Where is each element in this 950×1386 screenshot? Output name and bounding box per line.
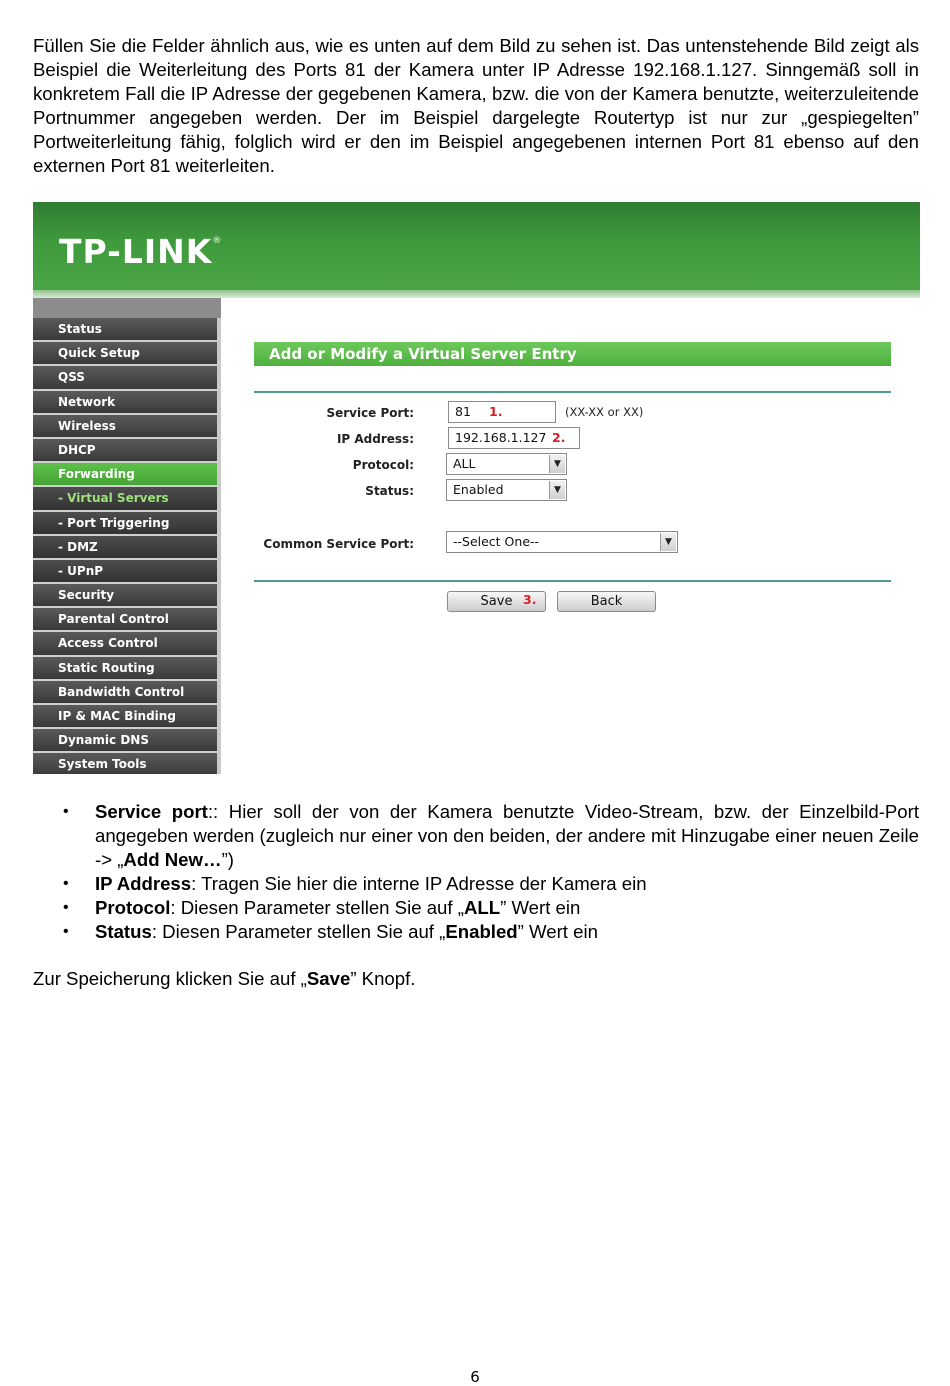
- chevron-down-icon: ▼: [549, 481, 565, 499]
- panel-title: Add or Modify a Virtual Server Entry: [254, 342, 891, 366]
- status-label: Status:: [365, 484, 414, 498]
- sidebar-item[interactable]: Forwarding: [33, 463, 217, 487]
- divider-top: [254, 391, 891, 393]
- service-port-hint: (XX-XX or XX): [565, 405, 644, 419]
- field-explanations: [95, 800, 919, 944]
- sidebar-item[interactable]: - UPnP: [33, 560, 217, 584]
- bullet-term: Protocol: [95, 897, 171, 918]
- logo-mark: ®: [212, 236, 223, 246]
- bullet-text: :: Hier soll der von der Kamera benutzte Video-Stream, bzw. der Einzelbild-Port angegeben werden (zugleich nur einer von den beiden, der andere mit Hinzugabe einer neuen Zeile -> „: [95, 801, 919, 870]
- protocol-value: ALL: [453, 456, 476, 471]
- bullet-text: : Diesen Parameter stellen Sie auf „: [151, 921, 446, 942]
- router-screenshot: [33, 202, 920, 774]
- bullet-text: : Diesen Parameter stellen Sie auf „: [170, 897, 464, 918]
- list-item: [95, 920, 919, 944]
- logo-text: TP-LINK: [59, 232, 213, 271]
- closing-bold: Save: [306, 968, 351, 989]
- bullet-bold: Enabled: [445, 921, 518, 942]
- bullet-text-end: ” Wert ein: [500, 897, 581, 918]
- list-item: [95, 896, 919, 920]
- back-button-label: Back: [590, 594, 623, 609]
- ip-address-value: 192.168.1.127: [455, 430, 547, 445]
- bullet-bold: ALL: [463, 897, 501, 918]
- chevron-down-icon: ▼: [549, 455, 565, 473]
- marker-3: 3.: [523, 592, 537, 607]
- bullet-text-end: ”): [221, 849, 234, 870]
- sidebar-item[interactable]: Network: [33, 391, 217, 415]
- marker-1: 1.: [489, 404, 503, 419]
- bullet-bold: Add New…: [123, 849, 222, 870]
- sidebar-item[interactable]: - Port Triggering: [33, 512, 217, 536]
- protocol-select[interactable]: [446, 453, 567, 475]
- list-item: [95, 800, 919, 872]
- sidebar-item[interactable]: System Tools: [33, 753, 217, 774]
- router-sidebar: [33, 298, 221, 774]
- status-value: Enabled: [453, 482, 504, 497]
- sidebar-item[interactable]: Static Routing: [33, 657, 217, 681]
- header-shade: [33, 290, 920, 298]
- router-header: [33, 202, 920, 290]
- bullet-term: IP Address: [95, 873, 192, 894]
- sidebar-item[interactable]: Wireless: [33, 415, 217, 439]
- intro-paragraph: Füllen Sie die Felder ähnlich aus, wie es unten auf dem Bild zu sehen ist. Das untenstehende Bild zeigt als Beispiel die Weiterleitung des Ports 81 der Kamera unter IP Adresse 192.168.1.127. Sinngemäß soll in konkretem Fall die IP Adresse der gegebenen Kamera, bzw. die von der Kamera benutzte, weiterzuleitende Portnummer angegeben werden. Der im Beispiel dargelegte Routertyp ist nur zur „gespiegelten” Portweiterleitung fähig, folglich wird er den im Beispiel angegebenen internen Port 81 ebenso auf den externen Port 81 weiterleiten.: [33, 35, 919, 176]
- sidebar-item[interactable]: - DMZ: [33, 536, 217, 560]
- closing-sentence: [33, 967, 415, 991]
- sidebar-item[interactable]: Status: [33, 318, 217, 342]
- sidebar-item[interactable]: IP & MAC Binding: [33, 705, 217, 729]
- sidebar-item[interactable]: Quick Setup: [33, 342, 217, 366]
- sidebar-item[interactable]: Access Control: [33, 632, 217, 656]
- common-service-port-select[interactable]: [446, 531, 678, 553]
- protocol-label: Protocol:: [352, 458, 414, 472]
- closing-pre: Zur Speicherung klicken Sie auf „: [33, 968, 307, 989]
- sidebar-top-bar: [33, 298, 221, 318]
- bullet-text: : Tragen Sie hier die interne IP Adresse der Kamera ein: [191, 873, 647, 894]
- router-content: [221, 298, 920, 774]
- status-select[interactable]: [446, 479, 567, 501]
- sidebar-item[interactable]: Bandwidth Control: [33, 681, 217, 705]
- chevron-down-icon: ▼: [660, 533, 676, 551]
- page-number: 6: [470, 1368, 480, 1386]
- tp-link-logo: [59, 232, 222, 271]
- sidebar-item[interactable]: DHCP: [33, 439, 217, 463]
- sidebar-menu: [33, 318, 217, 774]
- sidebar-item[interactable]: Security: [33, 584, 217, 608]
- service-port-label: Service Port:: [326, 406, 414, 420]
- bullet-text-end: ” Wert ein: [517, 921, 598, 942]
- common-service-port-label: Common Service Port:: [263, 537, 414, 551]
- common-service-port-value: --Select One--: [453, 534, 540, 549]
- save-button-label: Save: [480, 594, 513, 609]
- list-item: [95, 872, 919, 896]
- sidebar-item[interactable]: QSS: [33, 366, 217, 390]
- sidebar-item[interactable]: - Virtual Servers: [33, 487, 217, 511]
- back-button[interactable]: [557, 591, 656, 612]
- bullet-term: Status: [95, 921, 152, 942]
- sidebar-item[interactable]: Parental Control: [33, 608, 217, 632]
- ip-address-label: IP Address:: [336, 432, 414, 446]
- divider-bottom: [254, 580, 891, 582]
- bullet-term: Service port: [95, 801, 208, 822]
- marker-2: 2.: [552, 430, 566, 445]
- sidebar-item[interactable]: Dynamic DNS: [33, 729, 217, 753]
- service-port-value: 81: [455, 404, 471, 419]
- closing-post: ” Knopf.: [350, 968, 416, 989]
